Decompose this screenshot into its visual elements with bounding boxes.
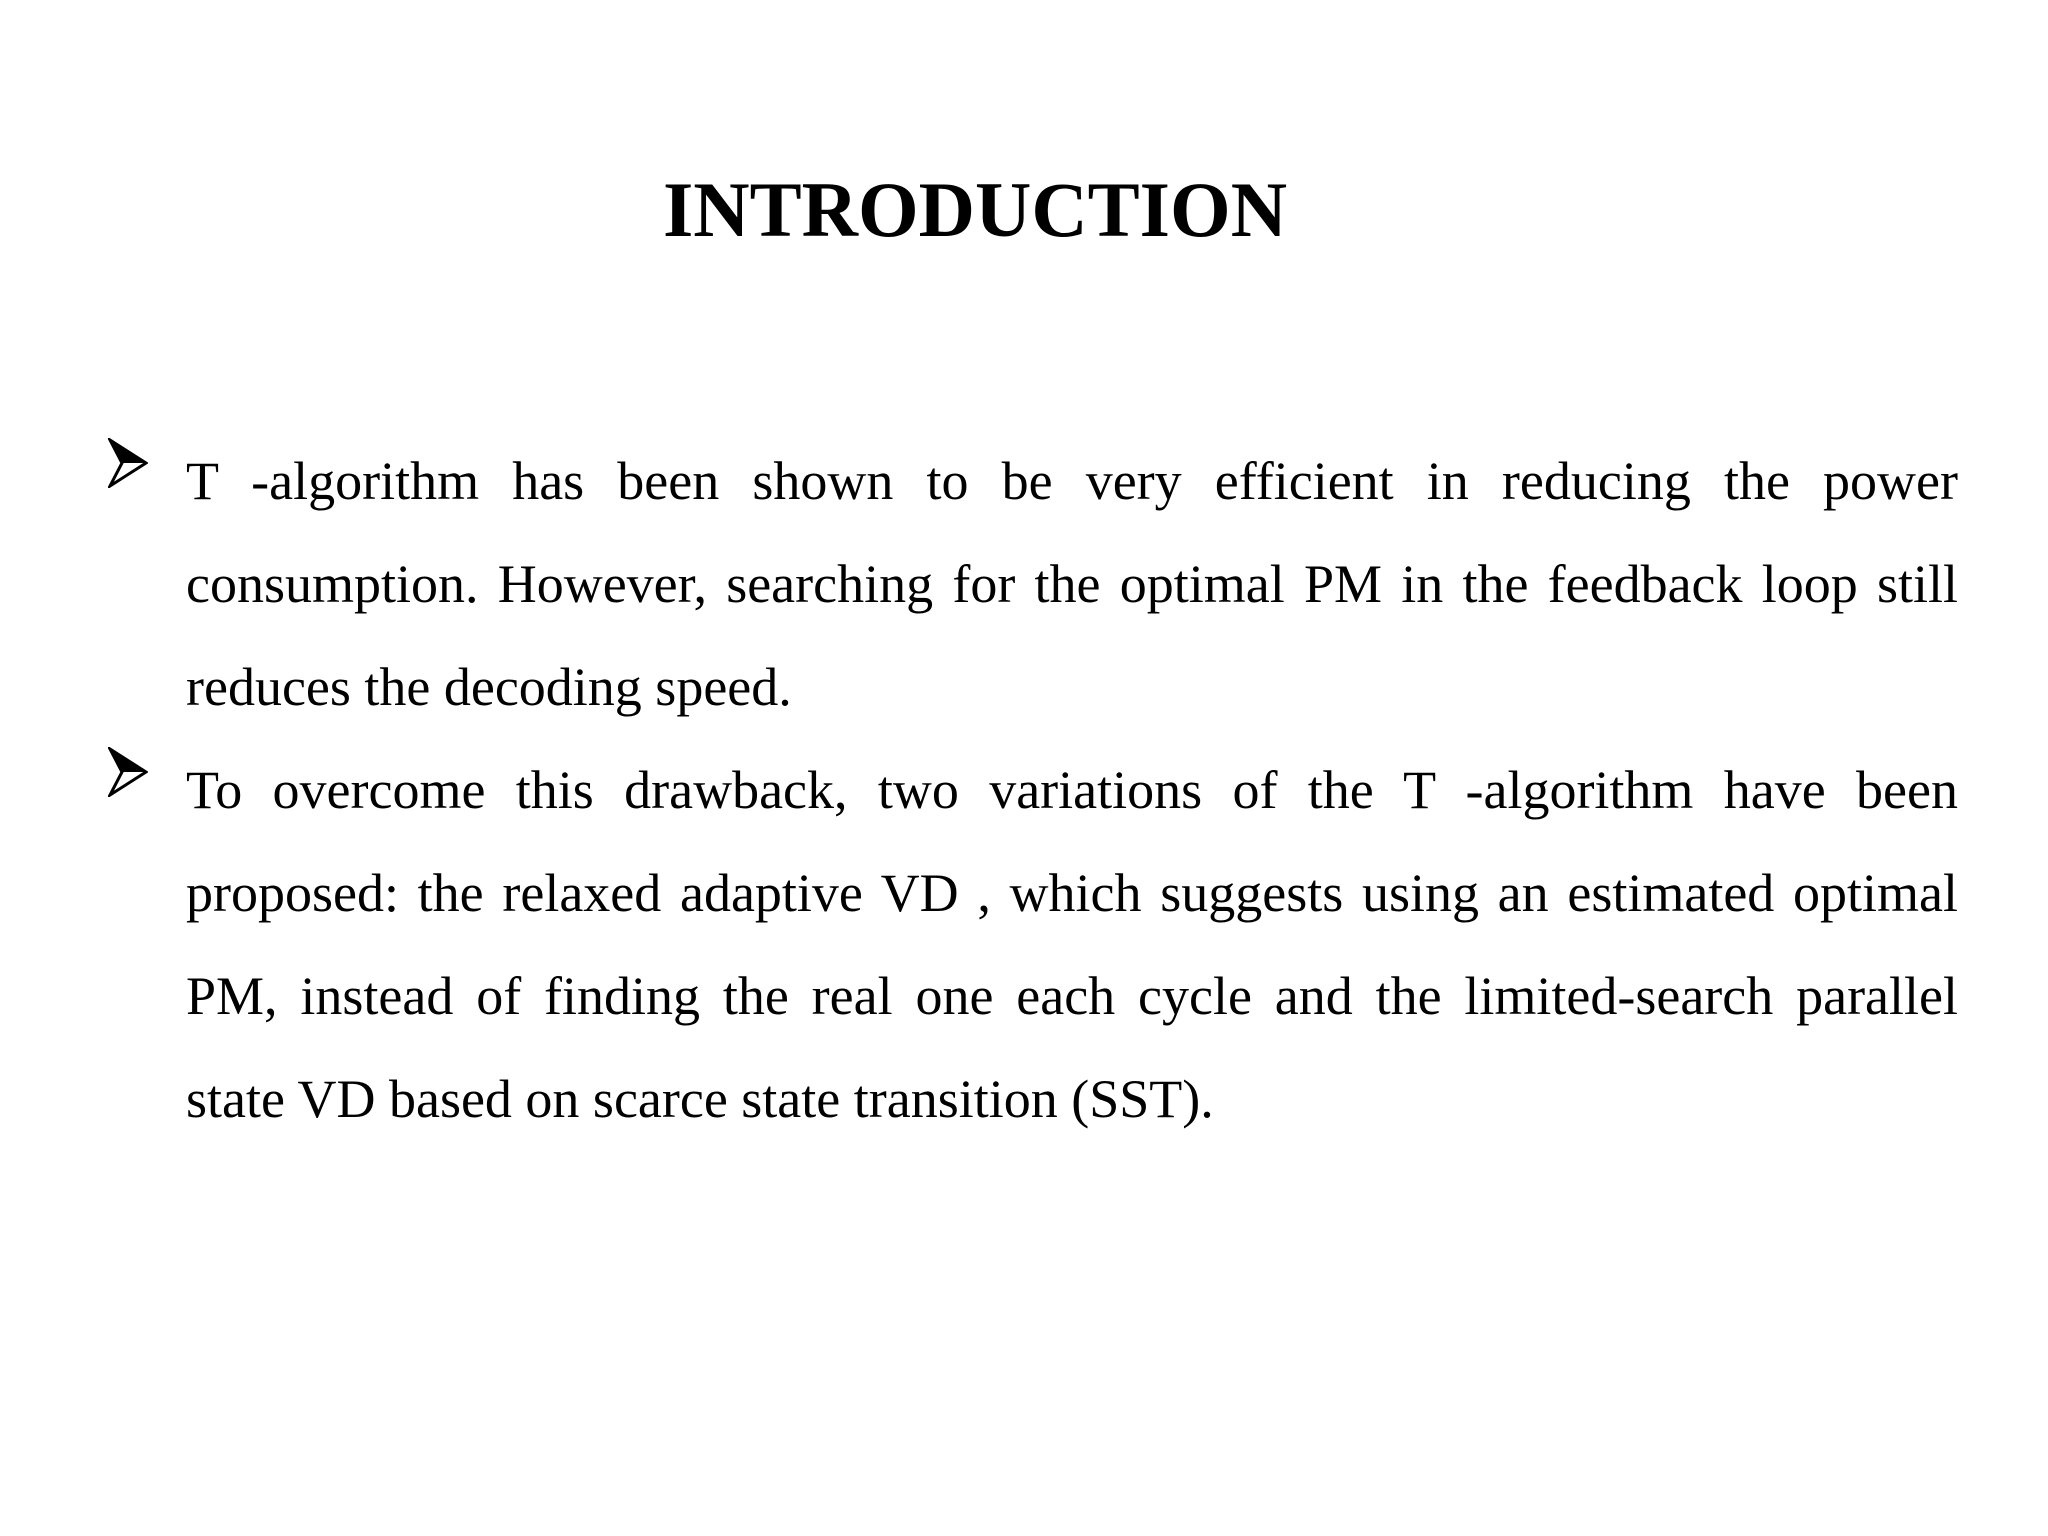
arrowhead-bullet-icon xyxy=(108,747,148,797)
bullet-text: To overcome this drawback, two variations of the T -algorithm have been proposed: the relaxed adaptive VD , which suggests using an estimated optimal PM, instead of finding the real one each cycle and the limited-search parallel state VD based on scarce state transition (SST). xyxy=(186,760,1958,1129)
bullet-item xyxy=(0,430,2048,739)
bullet-list xyxy=(0,430,2048,1151)
bullet-item xyxy=(0,739,2048,1151)
bullet-text: T -algorithm has been shown to be very efficient in reducing the power consumption. However, searching for the optimal PM in the feedback loop still reduces the decoding speed. xyxy=(186,451,1958,717)
slide-title: INTRODUCTION xyxy=(662,166,1288,253)
arrowhead-bullet-icon xyxy=(108,438,148,488)
